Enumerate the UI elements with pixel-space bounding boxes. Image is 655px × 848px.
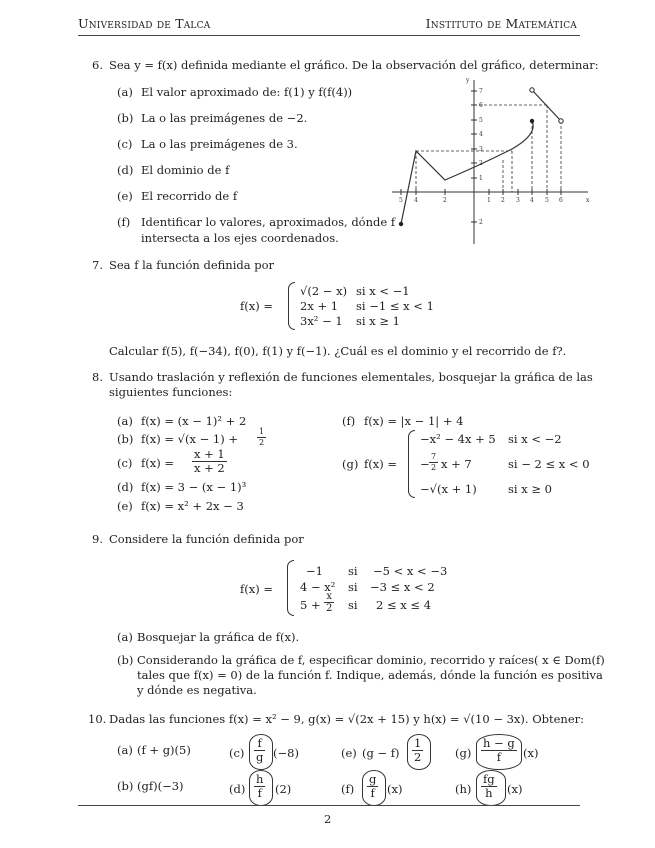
p8-b-num: 1 [259, 427, 265, 436]
p10-g-num: h − g [483, 736, 515, 750]
p10-g-tag: (g) [455, 746, 472, 760]
p10-c-num: f [254, 737, 265, 751]
x-tick-3: 3 [516, 197, 520, 204]
graph-endpoint-closed-left [399, 222, 403, 226]
problem-7-number: 7. [92, 258, 103, 272]
p10-e-pre: (g − f) [362, 746, 400, 760]
p8-e-text: f(x) = x² + 2x − 3 [141, 499, 244, 513]
problem-8-number: 8. [92, 370, 103, 384]
p10-h-fraction [481, 773, 497, 800]
p10-d-den: f [257, 786, 262, 800]
p9-case2-expr: 4 − x² [300, 580, 336, 594]
p9-case3-cond: 2 ≤ x ≤ 4 [376, 598, 432, 612]
p10-f-den: f [370, 786, 375, 800]
page-number: 2 [324, 812, 332, 826]
y-tick-neg2: 2 [479, 219, 483, 226]
p6-item-a-text: El valor aproximado de: f(1) y f(f(4)) [141, 85, 353, 99]
p10-d-tag: (d) [229, 782, 246, 796]
x-tick-6: 6 [559, 197, 563, 204]
footer-rule [78, 805, 580, 806]
y-tick-3: 3 [479, 146, 483, 153]
p6-item-e-text: El recorrido de f [141, 189, 238, 203]
p10-h-num: fg [483, 772, 495, 786]
p7-case3-expr: 3x² − 1 [300, 314, 343, 328]
y-tick-6: 6 [479, 102, 483, 109]
p6-item-b-tag: (b) [117, 111, 134, 125]
graph-y-label: y [466, 77, 470, 84]
problem-10-number: 10. [88, 712, 107, 726]
problem-10-intro: Dadas las funciones f(x) = x² − 9, g(x) = √(2x + 15) y h(x) = √(10 − 3x). Obtener: [109, 712, 585, 726]
p10-a-text: (f + g)(5) [137, 743, 191, 757]
p8-c-den: x + 2 [194, 461, 225, 475]
p10-e-fraction [412, 737, 423, 764]
p8-c-tag: (c) [117, 456, 133, 470]
p10-f-tag: (f) [341, 782, 355, 796]
p9-a-text: Bosquejar la gráfica de f(x). [137, 630, 300, 644]
x-tick-5: 5 [545, 197, 549, 204]
problem-8-intro2: siguientes funciones: [109, 385, 233, 399]
p6-item-d-text: El dominio de f [141, 163, 230, 177]
p9-case3-fraction [324, 591, 334, 614]
p8-g-tag: (g) [342, 457, 359, 471]
p8-g-case2-sign: − [420, 457, 430, 471]
p9-b-line2: tales que f(x) = 0) de la función f. Indique, además, dónde la función es positiva [137, 668, 603, 682]
p9-b-line1: Considerando la gráfica de f, especificar dominio, recorrido y raíces( x ∈ Dom(f) [137, 653, 605, 667]
p10-h-tag: (h) [455, 782, 472, 796]
p8-b-fraction [257, 427, 266, 448]
p7-case1-cond: si x < −1 [356, 284, 410, 298]
header-rule [78, 35, 580, 36]
p10-e-tag: (e) [341, 746, 357, 760]
p8-c-num: x + 1 [194, 447, 225, 461]
p9-case2-cond: −3 ≤ x < 2 [370, 580, 435, 594]
p7-lhs: f(x) = [240, 299, 274, 313]
p9-case3-expr: 5 + [300, 598, 321, 612]
p8-b-den: 2 [259, 438, 265, 447]
p10-c-arg: (−8) [273, 746, 299, 760]
p10-b-tag: (b) [117, 779, 134, 793]
problem-6-intro: Sea y = f(x) definida mediante el gráfico. De la observación del gráfico, determinar: [109, 58, 599, 72]
p8-c-fraction [192, 448, 227, 475]
p9-lhs: f(x) = [240, 582, 274, 596]
graph-endpoint-open-top [530, 88, 534, 92]
header-university: Universidad de Talca [78, 16, 211, 31]
p8-a-text: f(x) = (x − 1)² + 2 [141, 414, 247, 428]
p8-g-brace [408, 430, 415, 498]
p8-g-case2-den: 2 [431, 463, 437, 472]
p10-f-arg: (x) [387, 782, 403, 796]
p8-g-case2-fraction [429, 452, 438, 473]
p10-e-den: 2 [414, 750, 422, 764]
p10-f-num: g [369, 772, 377, 786]
p9-case1-si: si [348, 564, 358, 578]
p8-e-tag: (e) [117, 499, 133, 513]
x-tick-neg2: 2 [443, 197, 447, 204]
p6-item-d-tag: (d) [117, 163, 134, 177]
p6-item-c-tag: (c) [117, 137, 133, 151]
y-tick-1: 1 [479, 175, 483, 182]
p8-g-case2-expr2: x + 7 [441, 457, 472, 471]
header-institute: Instituto de Matemática [425, 16, 577, 31]
p10-c-tag: (c) [229, 746, 245, 760]
y-tick-2: 2 [479, 160, 483, 167]
p10-g-den: f [496, 750, 501, 764]
p8-c-lhs: f(x) = [141, 456, 175, 470]
x-tick-neg5: 5 [399, 197, 403, 204]
p9-case1-expr: −1 [306, 564, 323, 578]
problem-9-number: 9. [92, 532, 103, 546]
p8-f-text: f(x) = |x − 1| + 4 [364, 414, 464, 428]
p7-case1-expr: √(2 − x) [300, 284, 348, 298]
p10-f-fraction [367, 773, 378, 800]
p9-b-line3: y dónde es negativa. [137, 683, 257, 697]
p8-a-tag: (a) [117, 414, 133, 428]
p6-item-b-text: La o las preimágenes de −2. [141, 111, 308, 125]
p10-c-den: g [256, 750, 264, 764]
problem-9-intro: Considere la función definida por [109, 532, 304, 546]
p7-question: Calcular f(5), f(−34), f(0), f(1) y f(−1). ¿Cuál es el dominio y el recorrido de f?. [109, 344, 567, 358]
p8-f-tag: (f) [342, 414, 356, 428]
y-tick-7: 7 [479, 88, 483, 95]
p8-g-case1-expr: −x² − 4x + 5 [420, 432, 496, 446]
p7-case2-expr: 2x + 1 [300, 299, 339, 313]
p10-d-fraction [254, 773, 265, 800]
p7-case2-cond: si −1 ≤ x < 1 [356, 299, 434, 313]
graph-x-label: x [586, 197, 590, 204]
p8-g-case2-num: 7 [431, 452, 437, 461]
p9-case3-num: x [324, 591, 334, 603]
p6-item-f-text2: intersecta a los ejes coordenados. [141, 231, 339, 245]
p6-item-f-tag: (f) [117, 215, 131, 229]
function-graph [388, 74, 596, 246]
p10-e-num: 1 [414, 736, 422, 750]
p6-item-e-tag: (e) [117, 189, 133, 203]
p6-item-a-tag: (a) [117, 85, 133, 99]
p9-b-tag: (b) [117, 653, 134, 667]
p9-case3-si: si [348, 598, 358, 612]
p8-g-case3-expr: −√(x + 1) [420, 482, 477, 496]
x-tick-2: 2 [501, 197, 505, 204]
p8-g-lhs: f(x) = [364, 457, 398, 471]
p8-b-text: f(x) = √(x − 1) + [141, 432, 239, 446]
p9-a-tag: (a) [117, 630, 133, 644]
x-tick-4: 4 [530, 197, 534, 204]
p10-h-den: h [485, 786, 493, 800]
x-tick-neg4: 4 [414, 197, 418, 204]
y-tick-5: 5 [479, 117, 483, 124]
p10-h-arg: (x) [507, 782, 523, 796]
problem-8-intro1: Usando traslación y reflexión de funciones elementales, bosquejar la gráfica de las [109, 370, 593, 384]
p9-brace [287, 560, 294, 616]
graph-endpoint-closed-right [530, 119, 534, 123]
problem-6-number: 6. [92, 58, 103, 72]
p10-b-text: (gf)(−3) [137, 779, 184, 793]
p6-item-c-text: La o las preimágenes de 3. [141, 137, 298, 151]
y-tick-4: 4 [479, 131, 483, 138]
p7-case3-cond: si x ≥ 1 [356, 314, 400, 328]
p10-d-arg: (2) [275, 782, 292, 796]
p7-brace [288, 282, 295, 330]
p9-case3-den: 2 [326, 603, 333, 614]
p8-d-text: f(x) = 3 − (x − 1)³ [141, 480, 247, 494]
p8-g-case3-cond: si x ≥ 0 [508, 482, 552, 496]
graph-curve-left [401, 121, 533, 224]
x-tick-1: 1 [487, 197, 491, 204]
p8-g-case2-cond: si − 2 ≤ x < 0 [508, 457, 590, 471]
graph-curve-top [532, 90, 561, 121]
p9-case2-si: si [348, 580, 358, 594]
p10-g-arg: (x) [523, 746, 539, 760]
p8-d-tag: (d) [117, 480, 134, 494]
p10-g-fraction [481, 737, 517, 764]
p8-b-tag: (b) [117, 432, 134, 446]
p10-d-num: h [256, 772, 264, 786]
p10-a-tag: (a) [117, 743, 133, 757]
p10-c-fraction [254, 737, 265, 764]
graph-endpoint-open-right [559, 119, 563, 123]
p8-g-case1-cond: si x < −2 [508, 432, 562, 446]
p9-case1-cond: −5 < x < −3 [373, 564, 448, 578]
p6-item-f-text: Identificar lo valores, aproximados, dónde f [141, 215, 396, 229]
problem-7-intro: Sea f la función definida por [109, 258, 275, 272]
